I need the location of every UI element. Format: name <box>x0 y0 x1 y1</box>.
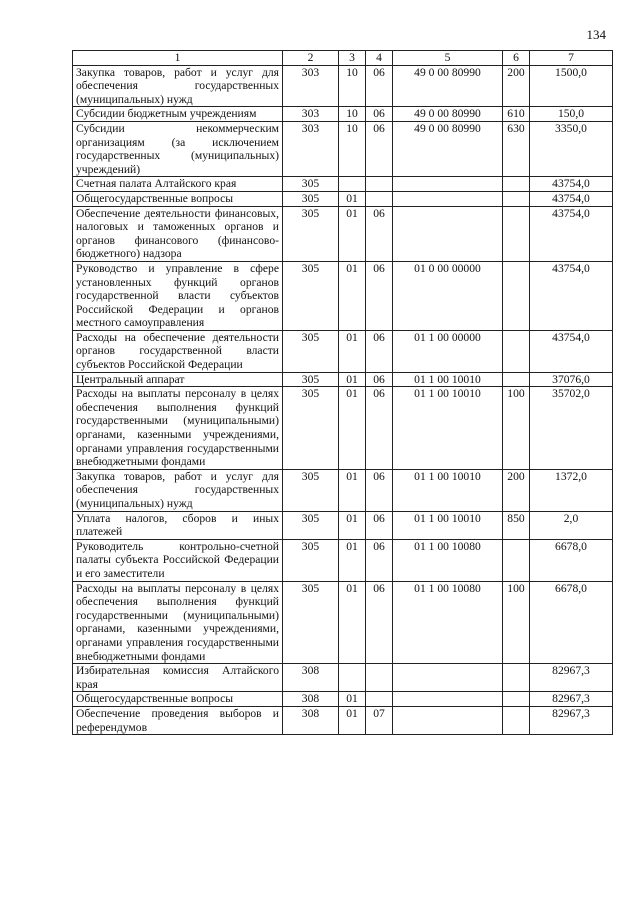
row-cell-col-7: 37076,0 <box>530 372 613 387</box>
row-cell-col-7: 1500,0 <box>530 65 613 107</box>
row-name-cell: Общегосударственные вопросы <box>73 692 283 707</box>
row-cell-col-4: 07 <box>366 706 393 734</box>
row-cell-col-5: 01 1 00 10080 <box>393 581 503 664</box>
page-number: 134 <box>586 27 606 42</box>
row-cell-col-4: 06 <box>366 107 393 122</box>
row-name-cell: Субсидии некоммерческим организациям (за исключением государственных (муниципальных) учреждений) <box>73 121 283 176</box>
header-row <box>73 51 613 66</box>
table-row <box>73 261 613 330</box>
row-cell-col-4: 06 <box>366 65 393 107</box>
row-cell-col-5 <box>393 692 503 707</box>
row-name-cell: Закупка товаров, работ и услуг для обеспечения государственных (муниципальных) нужд <box>73 65 283 107</box>
row-cell-col-2: 305 <box>283 177 339 192</box>
row-cell-col-5: 49 0 00 80990 <box>393 121 503 176</box>
table-row <box>73 692 613 707</box>
row-cell-col-6 <box>503 706 530 734</box>
row-cell-col-6 <box>503 177 530 192</box>
row-cell-col-4 <box>366 177 393 192</box>
row-cell-col-2: 305 <box>283 330 339 372</box>
row-name-cell: Уплата налогов, сборов и иных платежей <box>73 511 283 539</box>
row-cell-col-7: 43754,0 <box>530 206 613 261</box>
row-cell-col-7: 82967,3 <box>530 706 613 734</box>
row-cell-col-6: 200 <box>503 65 530 107</box>
row-cell-col-5: 01 0 00 00000 <box>393 261 503 330</box>
row-cell-col-3: 10 <box>339 121 366 176</box>
table-body <box>73 65 613 735</box>
table-row <box>73 581 613 664</box>
row-cell-col-7: 43754,0 <box>530 261 613 330</box>
row-cell-col-7: 43754,0 <box>530 191 613 206</box>
row-name-cell: Расходы на выплаты персоналу в целях обеспечения выполнения функций государственными (муниципальными) органами, казенными учреждениями, органами управления государственными внебюджетными фондами <box>73 581 283 664</box>
table-row <box>73 107 613 122</box>
table-row <box>73 65 613 107</box>
row-name-cell: Субсидии бюджетным учреждениям <box>73 107 283 122</box>
row-cell-col-6 <box>503 206 530 261</box>
row-cell-col-3: 01 <box>339 372 366 387</box>
table-row <box>73 121 613 176</box>
row-cell-col-6 <box>503 539 530 581</box>
row-cell-col-6: 200 <box>503 469 530 511</box>
row-cell-col-2: 305 <box>283 511 339 539</box>
row-name-cell: Обеспечение деятельности финансовых, налоговых и таможенных органов и органов финансового (финансово-бюджетного) надзора <box>73 206 283 261</box>
row-cell-col-3: 10 <box>339 107 366 122</box>
row-cell-col-6: 630 <box>503 121 530 176</box>
row-cell-col-5 <box>393 206 503 261</box>
row-cell-col-5: 01 1 00 10080 <box>393 539 503 581</box>
row-cell-col-7: 82967,3 <box>530 692 613 707</box>
row-cell-col-2: 305 <box>283 206 339 261</box>
column-header-7: 7 <box>530 51 613 66</box>
row-cell-col-3: 01 <box>339 706 366 734</box>
column-header-2: 2 <box>283 51 339 66</box>
table-row <box>73 706 613 734</box>
row-cell-col-4: 06 <box>366 539 393 581</box>
row-cell-col-7: 35702,0 <box>530 387 613 470</box>
row-cell-col-6 <box>503 261 530 330</box>
table-row <box>73 372 613 387</box>
column-header-4: 4 <box>366 51 393 66</box>
row-cell-col-3: 01 <box>339 387 366 470</box>
table-row <box>73 511 613 539</box>
row-cell-col-6 <box>503 664 530 692</box>
table-row <box>73 191 613 206</box>
row-cell-col-6 <box>503 692 530 707</box>
row-cell-col-4: 06 <box>366 387 393 470</box>
row-cell-col-4 <box>366 692 393 707</box>
table-row <box>73 387 613 470</box>
row-cell-col-5: 49 0 00 80990 <box>393 65 503 107</box>
row-cell-col-2: 305 <box>283 261 339 330</box>
row-cell-col-3: 01 <box>339 581 366 664</box>
row-cell-col-5 <box>393 191 503 206</box>
table-row <box>73 177 613 192</box>
row-cell-col-4: 06 <box>366 261 393 330</box>
row-cell-col-2: 305 <box>283 191 339 206</box>
row-cell-col-6 <box>503 191 530 206</box>
row-cell-col-4: 06 <box>366 511 393 539</box>
row-cell-col-4: 06 <box>366 206 393 261</box>
column-header-1: 1 <box>73 51 283 66</box>
row-cell-col-2: 303 <box>283 65 339 107</box>
row-cell-col-3: 01 <box>339 469 366 511</box>
row-cell-col-6: 850 <box>503 511 530 539</box>
row-cell-col-7: 82967,3 <box>530 664 613 692</box>
row-cell-col-5: 49 0 00 80990 <box>393 107 503 122</box>
row-cell-col-5 <box>393 706 503 734</box>
row-name-cell: Расходы на выплаты персоналу в целях обеспечения выполнения функций государственными (муниципальными) органами, казенными учреждениями, органами управления государственными внебюджетными фондами <box>73 387 283 470</box>
row-cell-col-3: 01 <box>339 539 366 581</box>
row-cell-col-3: 01 <box>339 511 366 539</box>
row-cell-col-7: 1372,0 <box>530 469 613 511</box>
row-cell-col-5: 01 1 00 10010 <box>393 372 503 387</box>
row-cell-col-3: 01 <box>339 206 366 261</box>
row-cell-col-5 <box>393 664 503 692</box>
row-cell-col-6: 100 <box>503 387 530 470</box>
row-name-cell: Центральный аппарат <box>73 372 283 387</box>
row-cell-col-7: 3350,0 <box>530 121 613 176</box>
column-header-6: 6 <box>503 51 530 66</box>
row-cell-col-2: 308 <box>283 664 339 692</box>
row-cell-col-4: 06 <box>366 469 393 511</box>
row-name-cell: Обеспечение проведения выборов и референдумов <box>73 706 283 734</box>
row-name-cell: Расходы на обеспечение деятельности органов государственной власти субъектов Российской Федерации <box>73 330 283 372</box>
row-name-cell: Общегосударственные вопросы <box>73 191 283 206</box>
row-cell-col-7: 6678,0 <box>530 581 613 664</box>
row-cell-col-4: 06 <box>366 372 393 387</box>
row-cell-col-2: 305 <box>283 539 339 581</box>
row-cell-col-3 <box>339 664 366 692</box>
row-cell-col-7: 43754,0 <box>530 177 613 192</box>
row-cell-col-2: 305 <box>283 581 339 664</box>
budget-table <box>72 50 613 735</box>
row-cell-col-5: 01 1 00 00000 <box>393 330 503 372</box>
row-cell-col-4: 06 <box>366 581 393 664</box>
row-cell-col-5: 01 1 00 10010 <box>393 511 503 539</box>
row-cell-col-3: 01 <box>339 191 366 206</box>
row-cell-col-3: 01 <box>339 261 366 330</box>
table-row <box>73 664 613 692</box>
row-cell-col-7: 2,0 <box>530 511 613 539</box>
row-cell-col-3: 10 <box>339 65 366 107</box>
row-name-cell: Руководство и управление в сфере установленных функций органов государственной власти субъектов Российской Федерации и органов местного самоуправления <box>73 261 283 330</box>
table-row <box>73 539 613 581</box>
row-name-cell: Счетная палата Алтайского края <box>73 177 283 192</box>
row-cell-col-4 <box>366 664 393 692</box>
row-cell-col-3 <box>339 177 366 192</box>
row-cell-col-2: 308 <box>283 706 339 734</box>
table-row <box>73 330 613 372</box>
table-row <box>73 469 613 511</box>
row-cell-col-2: 303 <box>283 107 339 122</box>
row-cell-col-6 <box>503 372 530 387</box>
row-name-cell: Руководитель контрольно-счетной палаты субъекта Российской Федерации и его заместители <box>73 539 283 581</box>
row-name-cell: Закупка товаров, работ и услуг для обеспечения государственных (муниципальных) нужд <box>73 469 283 511</box>
row-cell-col-3: 01 <box>339 330 366 372</box>
table-row <box>73 206 613 261</box>
row-cell-col-4: 06 <box>366 330 393 372</box>
row-cell-col-4: 06 <box>366 121 393 176</box>
row-cell-col-6: 100 <box>503 581 530 664</box>
row-cell-col-2: 305 <box>283 469 339 511</box>
row-name-cell: Избирательная комиссия Алтайского края <box>73 664 283 692</box>
column-header-5: 5 <box>393 51 503 66</box>
row-cell-col-2: 308 <box>283 692 339 707</box>
row-cell-col-6: 610 <box>503 107 530 122</box>
row-cell-col-3: 01 <box>339 692 366 707</box>
row-cell-col-4 <box>366 191 393 206</box>
row-cell-col-7: 43754,0 <box>530 330 613 372</box>
row-cell-col-5 <box>393 177 503 192</box>
row-cell-col-7: 150,0 <box>530 107 613 122</box>
row-cell-col-7: 6678,0 <box>530 539 613 581</box>
row-cell-col-5: 01 1 00 10010 <box>393 387 503 470</box>
row-cell-col-2: 305 <box>283 387 339 470</box>
row-cell-col-2: 303 <box>283 121 339 176</box>
row-cell-col-6 <box>503 330 530 372</box>
row-cell-col-2: 305 <box>283 372 339 387</box>
column-header-3: 3 <box>339 51 366 66</box>
row-cell-col-5: 01 1 00 10010 <box>393 469 503 511</box>
